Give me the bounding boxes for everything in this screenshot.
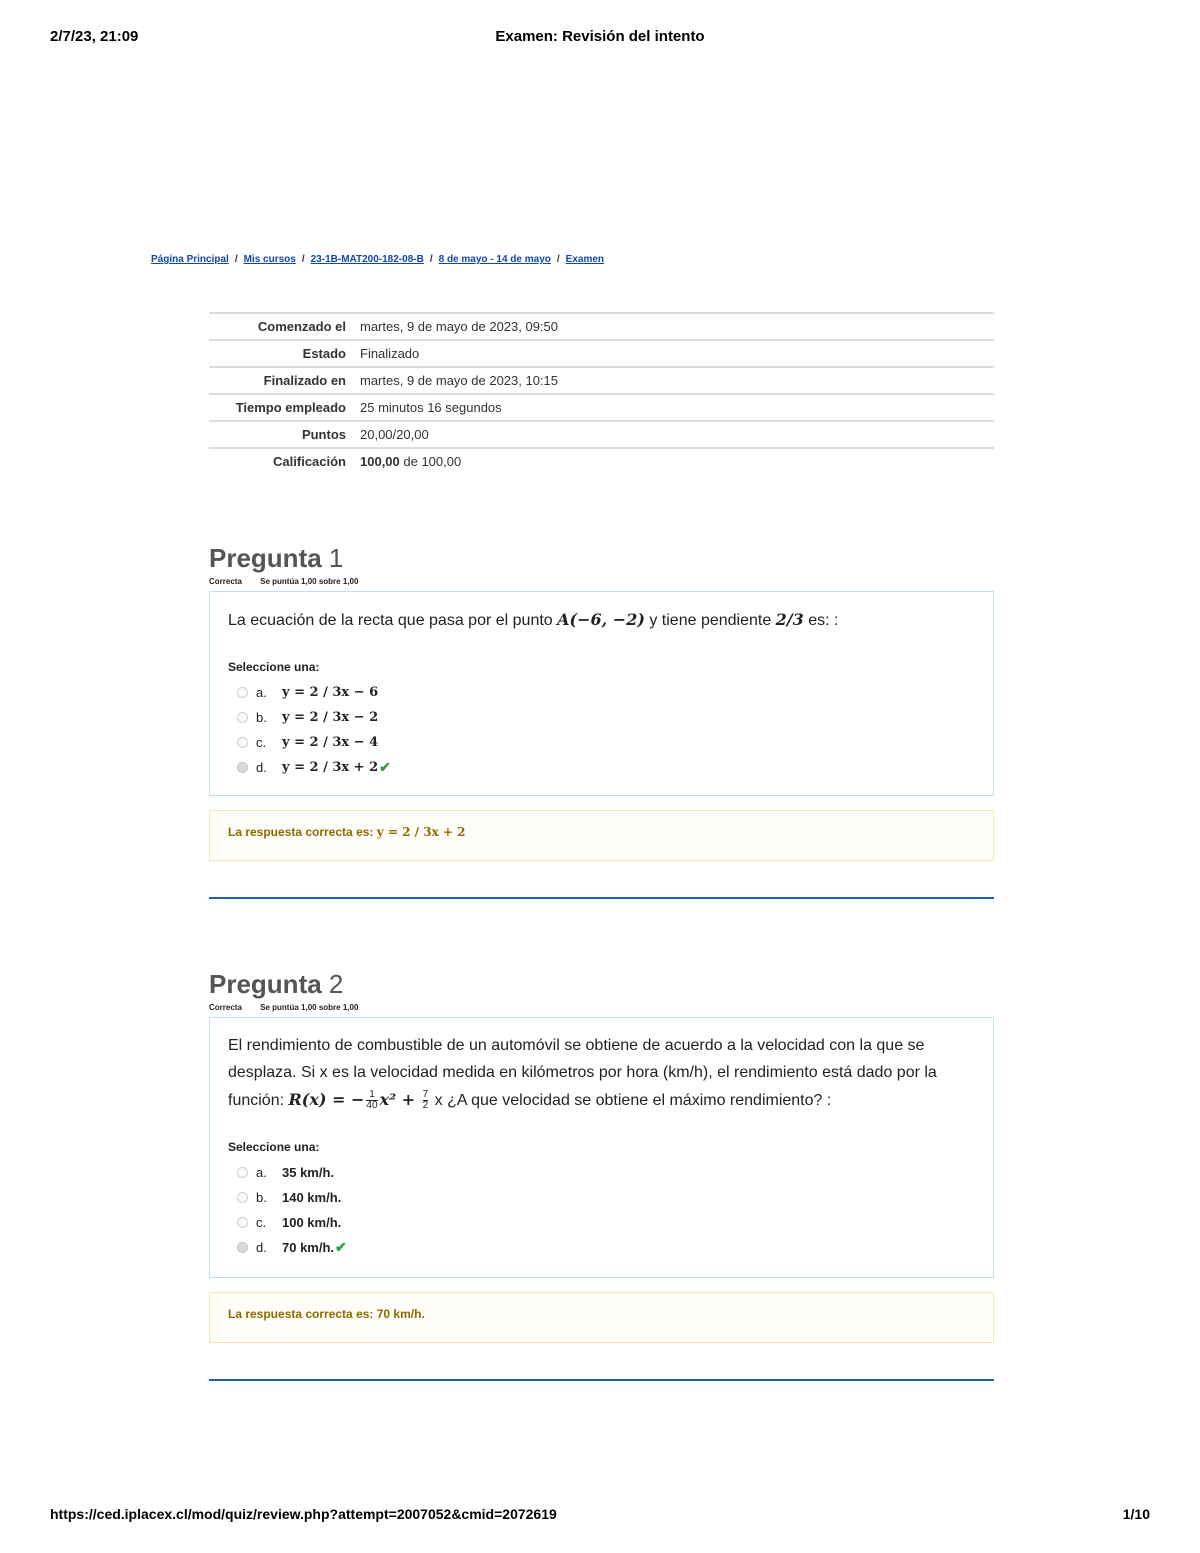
grade-max: de 100,00	[399, 454, 462, 469]
option-letter: c.	[256, 735, 267, 750]
breadcrumb-separator: /	[556, 254, 560, 265]
answer-option[interactable]	[228, 1160, 975, 1185]
feedback-value: y = 2 / 3x + 2	[376, 825, 466, 839]
option-letter: b.	[256, 1190, 267, 1205]
option-text: 140 km/h.	[282, 1190, 342, 1205]
fraction-numerator: 7	[422, 1089, 429, 1101]
summary-label: Puntos	[301, 427, 346, 442]
fraction-numerator: 1	[366, 1090, 377, 1101]
radio-button-checked[interactable]	[237, 762, 248, 773]
radio-button[interactable]	[237, 737, 248, 748]
summary-row	[209, 313, 994, 340]
summary-value	[358, 448, 994, 474]
question-score: Se puntúa 1,00 sobre 1,00	[260, 1003, 359, 1012]
feedback-label: La respuesta correcta es:	[228, 1307, 377, 1321]
math-function-lhs: R(x) = −	[288, 1090, 365, 1109]
breadcrumb-exam[interactable]: Examen	[565, 254, 605, 265]
correct-answer-feedback	[209, 810, 994, 861]
summary-value: Finalizado	[360, 346, 420, 361]
question-score: Se puntúa 1,00 sobre 1,00	[260, 577, 359, 586]
question-text	[228, 1032, 975, 1114]
breadcrumb-week[interactable]: 8 de mayo - 14 de mayo	[438, 254, 551, 265]
question-1	[209, 543, 994, 899]
question-text-part: La ecuación de la recta que pasa por el punto	[228, 612, 558, 629]
breadcrumb	[151, 254, 604, 265]
answer-option[interactable]	[228, 1185, 975, 1210]
option-letter: b.	[256, 710, 267, 725]
summary-label: Calificación	[273, 454, 346, 469]
summary-row	[209, 448, 994, 474]
print-title: Examen: Revisión del intento	[495, 28, 705, 45]
question-title-word: Pregunta	[209, 543, 322, 573]
question-text-part: es: :	[803, 612, 839, 629]
print-header	[50, 28, 1150, 48]
question-info	[209, 1003, 994, 1015]
print-page-count: 1/10	[1122, 1506, 1150, 1522]
option-letter: d.	[256, 1240, 267, 1255]
radio-button[interactable]	[237, 1217, 248, 1228]
option-letter: a.	[256, 1165, 267, 1180]
option-text: 70 km/h.	[282, 1240, 335, 1255]
option-text: y = 2 / 3x + 2	[282, 760, 379, 775]
question-title-word: Pregunta	[209, 969, 322, 999]
answer-option[interactable]	[228, 680, 975, 705]
radio-button[interactable]	[237, 687, 248, 698]
answer-option-selected[interactable]	[228, 1235, 975, 1260]
grade-value: 100,00	[360, 454, 400, 469]
attempt-summary-table	[209, 312, 994, 474]
summary-label: Tiempo empleado	[235, 400, 346, 415]
question-number: 1	[328, 543, 344, 573]
breadcrumb-separator: /	[234, 254, 238, 265]
checkmark-icon: ✔	[335, 1239, 347, 1255]
fraction	[366, 1090, 377, 1111]
summary-label: Finalizado en	[263, 373, 346, 388]
summary-value: martes, 9 de mayo de 2023, 10:15	[360, 373, 559, 388]
answer-option-selected[interactable]	[228, 755, 975, 780]
math-slope: 2/3	[775, 610, 804, 629]
correct-answer-feedback	[209, 1292, 994, 1343]
option-text: 35 km/h.	[282, 1165, 335, 1180]
option-text: 100 km/h.	[282, 1215, 342, 1230]
option-letter: c.	[256, 1215, 267, 1230]
radio-button[interactable]	[237, 1167, 248, 1178]
option-text: y = 2 / 3x − 4	[282, 735, 379, 750]
summary-row	[209, 367, 994, 394]
option-text: y = 2 / 3x − 6	[282, 685, 379, 700]
summary-row	[209, 421, 994, 448]
question-title	[209, 969, 994, 999]
print-footer	[50, 1506, 1150, 1526]
fraction-denominator: 2	[422, 1100, 429, 1112]
checkmark-icon: ✔	[379, 759, 391, 775]
feedback-value: 70 km/h.	[376, 1307, 425, 1321]
summary-row	[209, 340, 994, 367]
breadcrumb-separator: /	[301, 254, 305, 265]
breadcrumb-separator: /	[429, 254, 433, 265]
question-text-part: x ¿A que velocidad se obtiene el máximo rendimiento? :	[430, 1092, 832, 1109]
question-text	[228, 606, 975, 634]
question-text-part: y tiene pendiente	[644, 612, 776, 629]
summary-value: 25 minutos 16 segundos	[360, 400, 502, 415]
feedback-label: La respuesta correcta es:	[228, 825, 377, 839]
option-letter: d.	[256, 760, 267, 775]
question-text-part: El rendimiento de combustible de un automóvil se obtiene de acuerdo a la velocidad con la que se desplaza. Si x es la velocidad medida en kilómetros por hora (km/h), el rendimiento está dado por la función:	[228, 1037, 937, 1109]
question-2	[209, 969, 994, 1381]
breadcrumb-home[interactable]: Página Principal	[151, 254, 229, 265]
question-box	[209, 591, 994, 796]
answer-prompt: Seleccione una:	[228, 1140, 320, 1154]
question-status: Correcta	[209, 1003, 242, 1012]
answer-prompt: Seleccione una:	[228, 660, 320, 674]
fraction	[423, 1090, 429, 1111]
option-text: y = 2 / 3x − 2	[282, 710, 379, 725]
option-letter: a.	[256, 685, 267, 700]
question-divider	[209, 1379, 994, 1381]
question-number: 2	[328, 969, 344, 999]
math-point: A(−6, −2)	[557, 610, 645, 629]
summary-label: Estado	[302, 346, 346, 361]
print-url: https://ced.iplacex.cl/mod/quiz/review.php?attempt=2007052&cmid=2072619	[50, 1506, 557, 1522]
breadcrumb-my-courses[interactable]: Mis cursos	[243, 254, 296, 265]
print-date: 2/7/23, 21:09	[50, 28, 139, 45]
fraction-denominator: 40	[366, 1100, 378, 1112]
breadcrumb-course[interactable]: 23-1B-MAT200-182-08-B	[310, 254, 424, 265]
answer-option[interactable]	[228, 730, 975, 755]
summary-value: 20,00/20,00	[360, 427, 429, 442]
radio-button-checked[interactable]	[237, 1242, 248, 1253]
question-divider	[209, 897, 994, 899]
question-title	[209, 543, 994, 573]
summary-label: Comenzado el	[257, 319, 346, 334]
answer-option[interactable]	[228, 705, 975, 730]
summary-row	[209, 394, 994, 421]
question-box	[209, 1017, 994, 1278]
math-function-mid: x² +	[379, 1090, 421, 1109]
answer-option[interactable]	[228, 1210, 975, 1235]
question-status: Correcta	[209, 577, 242, 586]
question-info	[209, 577, 994, 589]
radio-button[interactable]	[237, 1192, 248, 1203]
summary-value: martes, 9 de mayo de 2023, 09:50	[360, 319, 559, 334]
radio-button[interactable]	[237, 712, 248, 723]
